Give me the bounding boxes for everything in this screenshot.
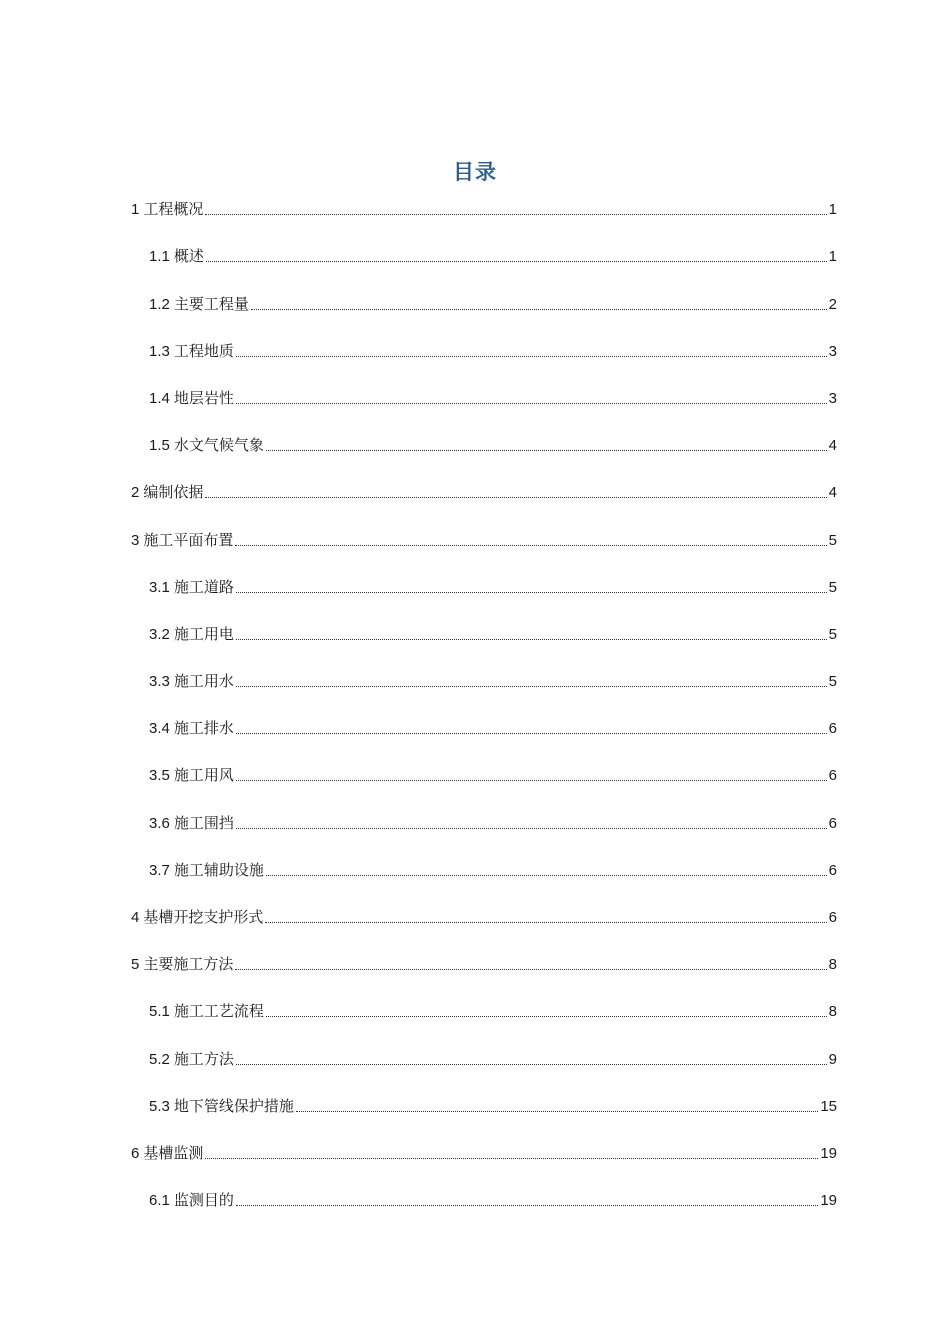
toc-entry-title: 基槽监测 xyxy=(143,1143,204,1162)
toc-entry-title: 施工平面布置 xyxy=(143,530,234,549)
toc-entry-label xyxy=(149,624,234,645)
toc-entry-number: 3 xyxy=(131,531,140,549)
table-of-contents xyxy=(131,199,837,1237)
toc-entry-page-number: 6 xyxy=(828,720,837,738)
toc-entry[interactable] xyxy=(131,529,837,576)
toc-entry-label xyxy=(149,341,234,362)
toc-entry-number: 3.3 xyxy=(149,673,170,691)
toc-entry-page-number: 4 xyxy=(828,437,837,455)
toc-dot-leader xyxy=(205,496,826,498)
toc-entry[interactable] xyxy=(131,765,837,812)
toc-dot-leader xyxy=(236,1063,827,1065)
toc-entry-title: 施工排水 xyxy=(173,719,234,738)
toc-entry-title: 基槽开挖支护形式 xyxy=(143,908,264,926)
toc-entry[interactable] xyxy=(131,435,837,482)
toc-entry-label xyxy=(131,199,203,220)
toc-dot-leader xyxy=(205,213,826,215)
toc-entry-page-number: 8 xyxy=(828,956,837,974)
toc-entry-number: 6.1 xyxy=(149,1192,170,1210)
toc-dot-leader xyxy=(236,827,827,829)
toc-entry[interactable] xyxy=(131,293,837,340)
toc-entry-page-number: 3 xyxy=(828,342,837,360)
toc-entry-label xyxy=(131,1143,203,1164)
toc-entry[interactable] xyxy=(131,341,837,388)
toc-entry-number: 1.1 xyxy=(149,248,170,266)
toc-entry-page-number: 6 xyxy=(828,909,837,926)
toc-entry-label xyxy=(149,765,234,786)
toc-entry-label xyxy=(149,435,264,456)
toc-dot-leader xyxy=(236,779,827,781)
toc-entry[interactable] xyxy=(131,246,837,293)
toc-entry[interactable] xyxy=(131,624,837,671)
toc-dot-leader xyxy=(235,544,826,546)
toc-entry-label xyxy=(131,530,233,551)
toc-entry-page-number: 9 xyxy=(828,1050,837,1068)
toc-entry-label xyxy=(149,813,234,834)
toc-entry-number: 5.1 xyxy=(149,1003,170,1021)
toc-dot-leader xyxy=(206,260,827,262)
toc-entry-page-number: 15 xyxy=(820,1097,837,1115)
toc-entry-label xyxy=(149,1096,294,1117)
toc-entry-title: 工程概况 xyxy=(143,200,204,219)
toc-dot-leader xyxy=(236,685,827,687)
toc-entry-page-number: 6 xyxy=(828,814,837,832)
toc-entry-number: 3.5 xyxy=(149,767,170,785)
toc-entry-number: 1.4 xyxy=(149,389,170,407)
toc-entry[interactable] xyxy=(131,388,837,435)
toc-entry-title: 地层岩性 xyxy=(173,388,234,407)
toc-entry-title: 水文气候气象 xyxy=(173,436,264,455)
toc-dot-leader xyxy=(236,355,827,357)
toc-entry-page-number: 6 xyxy=(828,861,837,879)
toc-entry-page-number: 4 xyxy=(828,484,837,502)
toc-dot-leader xyxy=(235,968,826,970)
toc-entry-title: 编制依据 xyxy=(143,483,204,502)
toc-entry-page-number: 19 xyxy=(820,1144,837,1162)
toc-entry[interactable] xyxy=(131,954,837,1001)
toc-entry[interactable] xyxy=(131,199,837,246)
toc-entry[interactable] xyxy=(131,482,837,529)
toc-entry[interactable] xyxy=(131,718,837,765)
toc-entry-title: 施工用风 xyxy=(173,766,234,785)
toc-entry[interactable] xyxy=(131,671,837,718)
toc-entry-title: 施工用电 xyxy=(173,624,234,643)
toc-entry-number: 1.2 xyxy=(149,295,170,313)
toc-entry[interactable] xyxy=(131,1096,837,1143)
toc-entry-number: 4 xyxy=(131,909,140,926)
toc-entry-number: 3.1 xyxy=(149,578,170,596)
toc-entry-page-number: 6 xyxy=(828,767,837,785)
toc-entry-label xyxy=(131,954,233,975)
toc-entry-title: 概述 xyxy=(173,247,204,266)
toc-entry-number: 5 xyxy=(131,956,140,974)
toc-entry-number: 5.2 xyxy=(149,1050,170,1068)
toc-entry-number: 3.7 xyxy=(149,861,170,879)
toc-dot-leader xyxy=(266,1015,827,1017)
toc-entry-number: 1.3 xyxy=(149,342,170,360)
toc-entry-title: 施工道路 xyxy=(173,577,234,596)
toc-entry[interactable] xyxy=(131,1190,837,1237)
toc-dot-leader xyxy=(266,874,827,876)
toc-entry-label xyxy=(149,1049,234,1070)
toc-dot-leader xyxy=(236,402,827,404)
toc-dot-leader xyxy=(251,308,827,310)
toc-dot-leader xyxy=(266,449,827,451)
toc-entry-number: 5.3 xyxy=(149,1097,170,1115)
toc-entry[interactable] xyxy=(131,1143,837,1190)
toc-entry-page-number: 1 xyxy=(828,201,837,219)
toc-entry-title: 主要施工方法 xyxy=(143,955,234,974)
toc-entry-title: 施工方法 xyxy=(173,1049,234,1068)
toc-entry[interactable] xyxy=(131,860,837,907)
toc-entry-title: 主要工程量 xyxy=(173,294,249,313)
toc-entry-label xyxy=(131,907,263,928)
toc-dot-leader xyxy=(205,1157,818,1159)
toc-entry[interactable] xyxy=(131,812,837,859)
toc-entry-number: 3.4 xyxy=(149,720,170,738)
toc-entry-title: 工程地质 xyxy=(173,341,234,360)
toc-entry-page-number: 8 xyxy=(828,1003,837,1021)
toc-dot-leader xyxy=(296,1110,818,1112)
toc-entry-title: 施工围挡 xyxy=(173,813,234,832)
toc-dot-leader xyxy=(236,1204,818,1206)
toc-entry-number: 1.5 xyxy=(149,437,170,455)
toc-entry-number: 3.2 xyxy=(149,625,170,643)
toc-entry-page-number: 1 xyxy=(828,248,837,266)
toc-entry-page-number: 5 xyxy=(828,625,837,643)
toc-entry-page-number: 3 xyxy=(828,389,837,407)
toc-title: 目录 xyxy=(453,160,497,184)
toc-entry-title: 施工用水 xyxy=(173,672,234,691)
toc-entry-title: 地下管线保护措施 xyxy=(173,1096,294,1115)
toc-dot-leader xyxy=(236,638,827,640)
toc-entry-page-number: 5 xyxy=(828,578,837,596)
toc-entry-label xyxy=(149,1001,264,1022)
toc-entry-label xyxy=(149,388,234,409)
toc-entry-page-number: 19 xyxy=(820,1192,837,1210)
toc-entry-page-number: 5 xyxy=(828,531,837,549)
toc-entry[interactable] xyxy=(131,907,837,954)
toc-entry[interactable] xyxy=(131,1048,837,1095)
toc-entry-title: 施工工艺流程 xyxy=(173,1002,264,1021)
toc-entry-page-number: 5 xyxy=(828,673,837,691)
toc-entry-label xyxy=(131,482,203,503)
toc-entry-title: 施工辅助设施 xyxy=(173,860,264,879)
toc-entry-label xyxy=(149,718,234,739)
toc-entry-label xyxy=(149,860,264,881)
toc-entry[interactable] xyxy=(131,1001,837,1048)
toc-entry-label xyxy=(149,577,234,598)
toc-entry-title: 监测目的 xyxy=(173,1191,234,1210)
toc-dot-leader xyxy=(236,732,827,734)
toc-entry-label xyxy=(149,1190,234,1211)
toc-entry-label xyxy=(149,671,234,692)
toc-entry-label xyxy=(149,294,249,315)
toc-dot-leader xyxy=(265,921,826,923)
toc-entry-page-number: 2 xyxy=(828,295,837,313)
toc-entry[interactable] xyxy=(131,577,837,624)
toc-dot-leader xyxy=(236,591,827,593)
toc-entry-label xyxy=(149,246,204,267)
toc-entry-number: 1 xyxy=(131,201,140,219)
toc-entry-number: 2 xyxy=(131,484,140,502)
toc-entry-number: 6 xyxy=(131,1144,140,1162)
toc-entry-number: 3.6 xyxy=(149,814,170,832)
